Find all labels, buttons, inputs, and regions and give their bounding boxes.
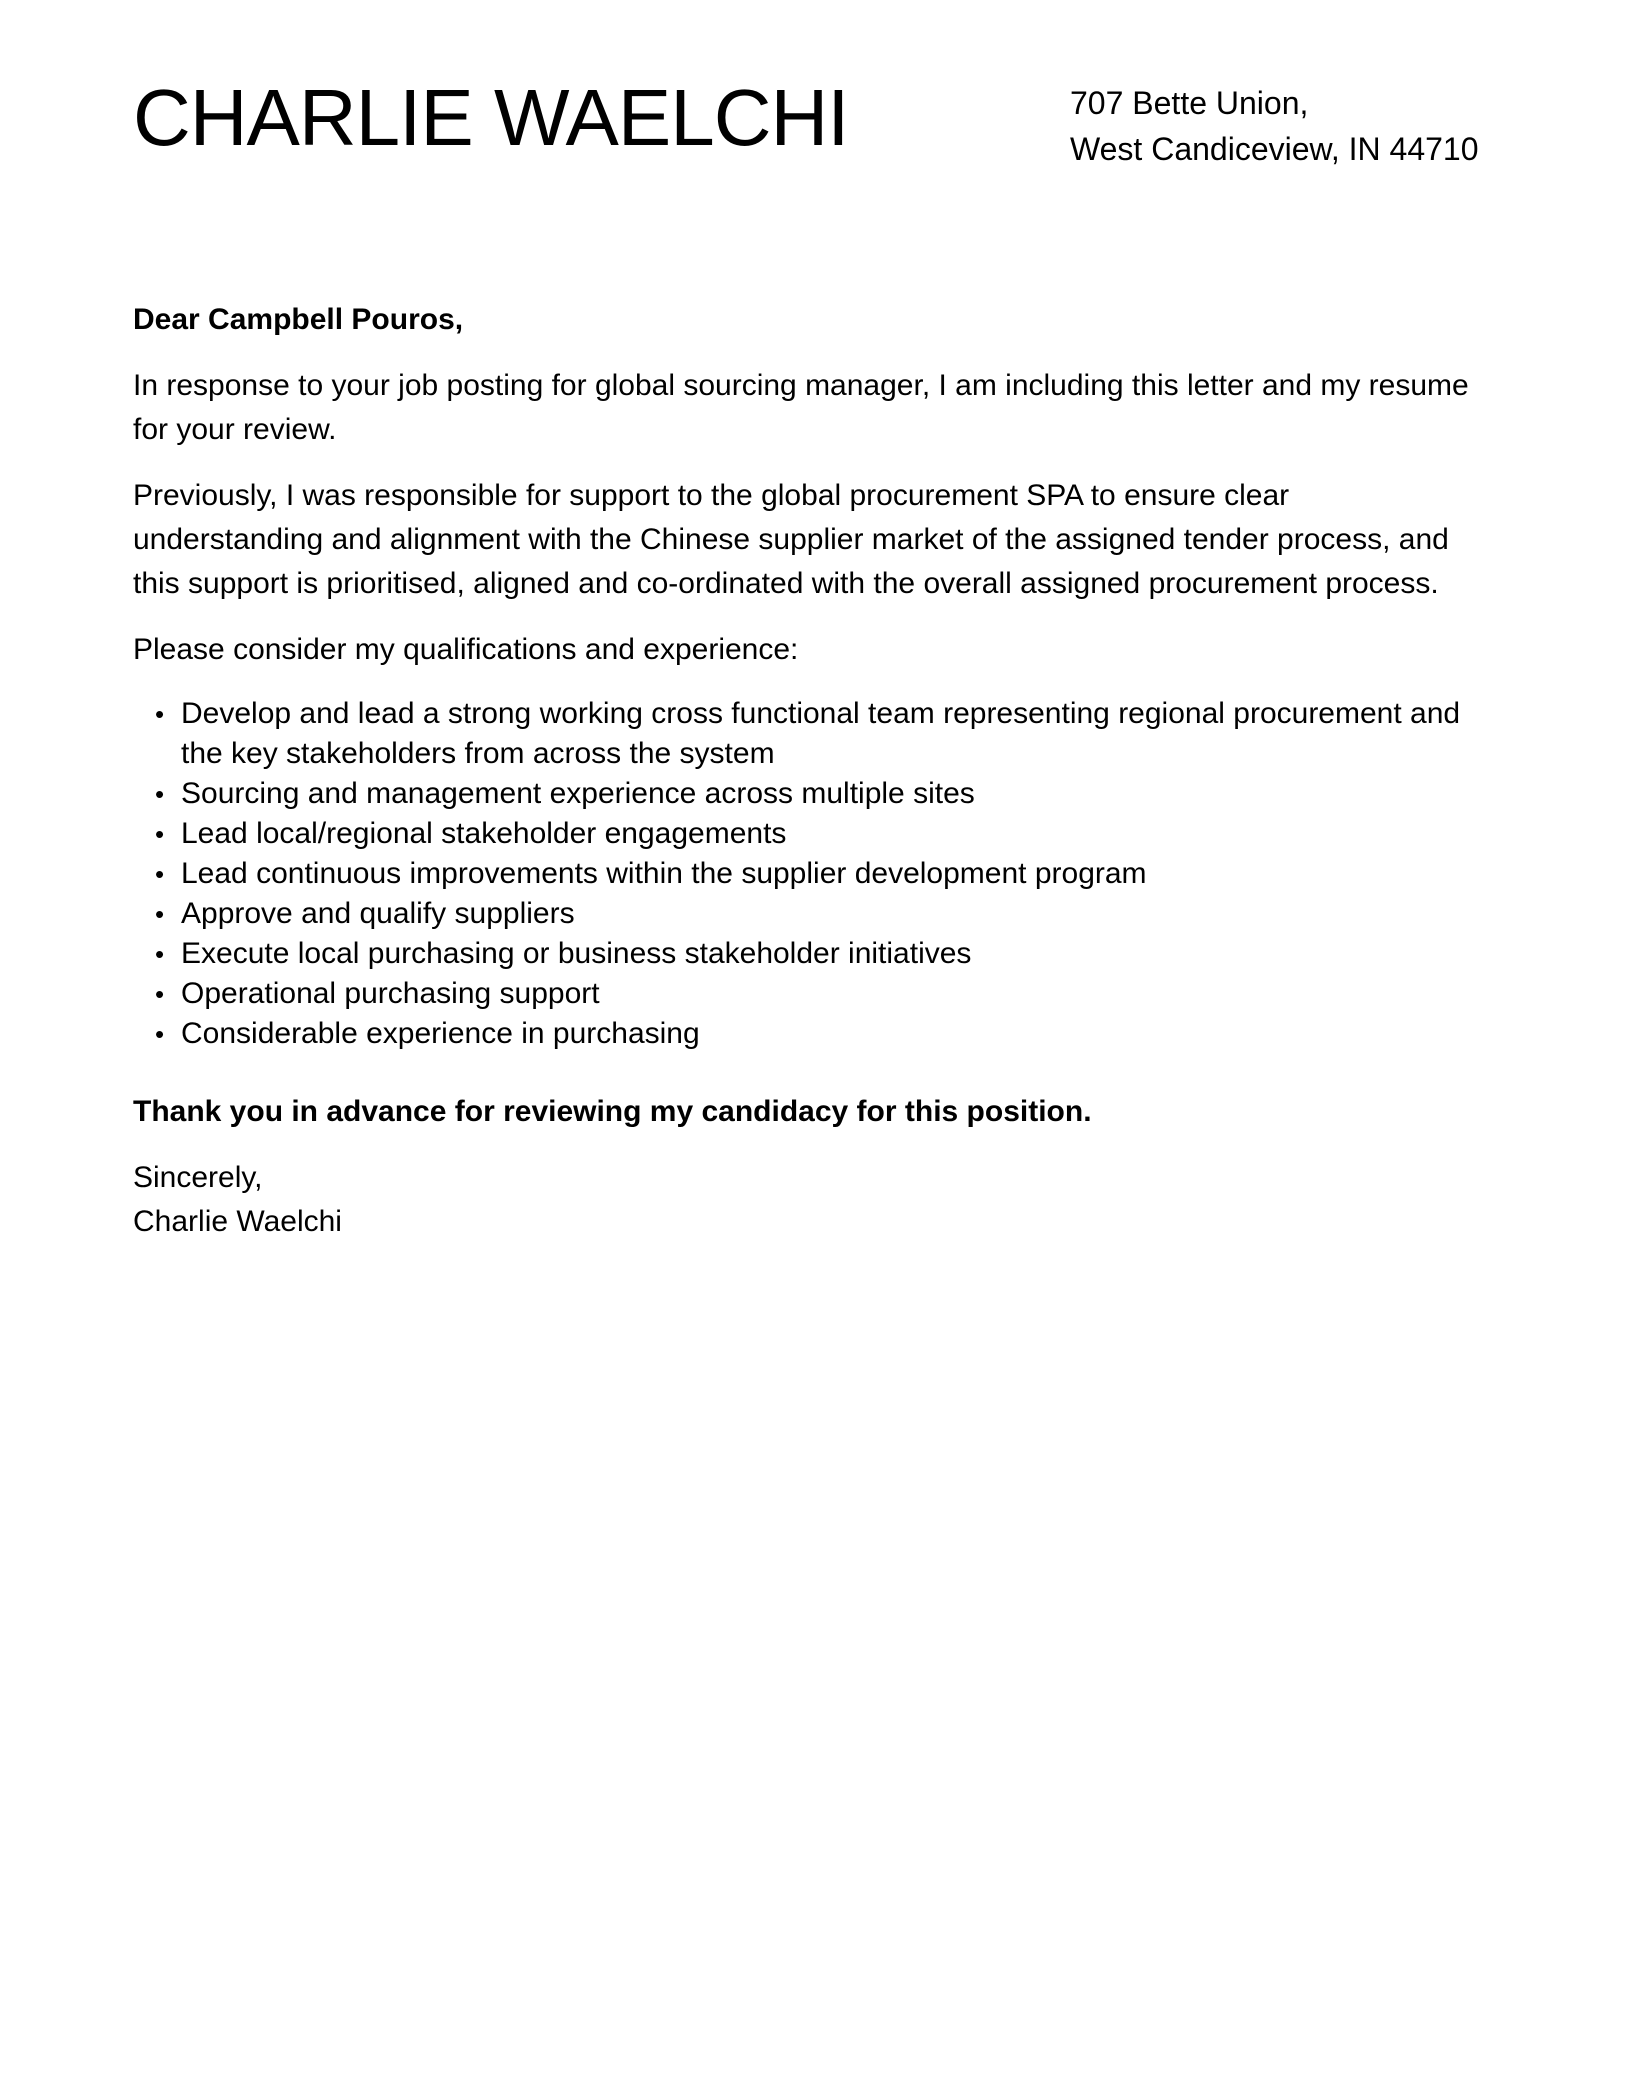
bullet-icon: • (155, 1019, 165, 1049)
bullet-icon: • (155, 699, 165, 729)
list-item-text: Sourcing and management experience across multiple sites (181, 777, 975, 810)
signature-name: Charlie Waelchi (133, 1205, 342, 1238)
bullet-icon: • (155, 899, 165, 929)
list-item (155, 694, 1473, 774)
bullet-icon: • (155, 859, 165, 889)
intro-paragraph: In response to your job posting for global sourcing manager, I am including this letter and my resume for your review. (133, 369, 1469, 446)
list-item (155, 814, 1473, 854)
bullet-icon: • (155, 819, 165, 849)
list-item (155, 934, 1473, 974)
bullet-icon: • (155, 939, 165, 969)
list-item (155, 854, 1473, 894)
address-line-1: 707 Bette Union, (1070, 85, 1309, 121)
bullet-icon: • (155, 779, 165, 809)
bullet-icon: • (155, 979, 165, 1009)
applicant-name: CHARLIE WAELCHI (133, 73, 849, 162)
list-item (155, 974, 1473, 1014)
signoff: Sincerely, (133, 1161, 263, 1194)
salutation: Dear Campbell Pouros, (133, 303, 464, 336)
list-item-text: Develop and lead a strong working cross functional team representing regional procurement and the key stakeholders from across the system (181, 697, 1461, 770)
qualifications-intro: Please consider my qualifications and experience: (133, 633, 799, 666)
list-item (155, 774, 1473, 814)
list-item (155, 1014, 1473, 1054)
signoff-block (133, 1156, 1473, 1244)
address-line-2: West Candiceview, IN 44710 (1070, 131, 1479, 167)
list-item-text: Approve and qualify suppliers (181, 897, 575, 930)
list-item-text: Operational purchasing support (181, 977, 600, 1010)
list-item (155, 894, 1473, 934)
closing-statement: Thank you in advance for reviewing my candidacy for this position. (133, 1095, 1092, 1128)
list-item-text: Lead local/regional stakeholder engagements (181, 817, 787, 850)
letter-body (133, 298, 1473, 1244)
list-item-text: Execute local purchasing or business stakeholder initiatives (181, 937, 972, 970)
list-item-text: Considerable experience in purchasing (181, 1017, 700, 1050)
list-item-text: Lead continuous improvements within the supplier development program (181, 857, 1147, 890)
experience-paragraph: Previously, I was responsible for support to the global procurement SPA to ensure clear understanding and alignment with the Chinese supplier market of the assigned tender process, and this support is prioritised, aligned and co-ordinated with the overall assigned procurement process. (133, 479, 1449, 600)
applicant-address (1070, 80, 1479, 172)
qualifications-list (133, 694, 1473, 1054)
letter-header (133, 72, 1499, 192)
